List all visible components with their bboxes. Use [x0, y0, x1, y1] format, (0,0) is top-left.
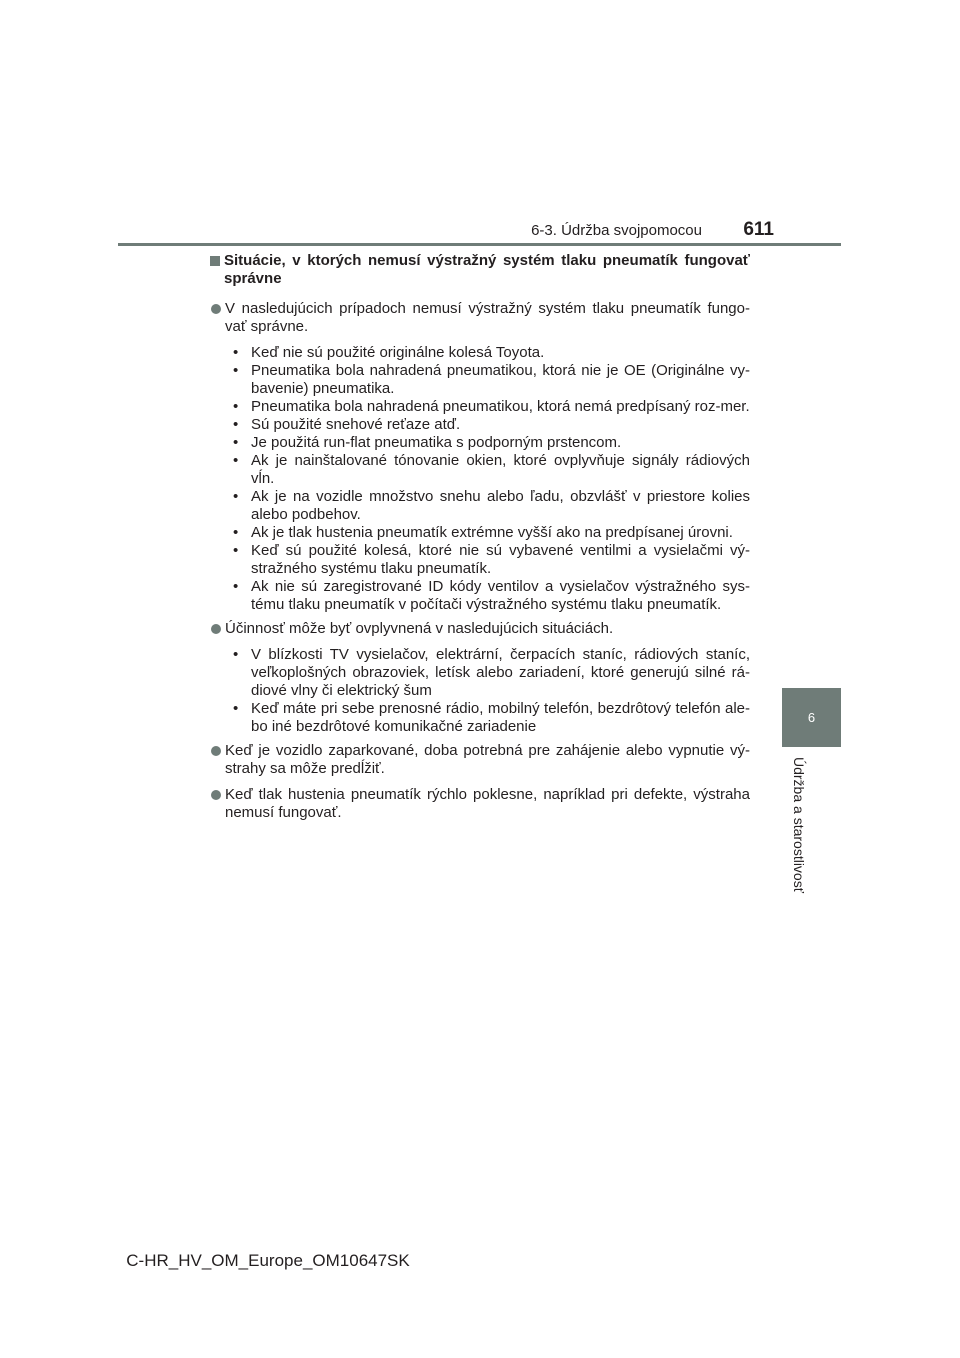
chapter-number: 6: [807, 710, 816, 725]
list-item: [210, 488, 750, 524]
list-item-text: Ak je na vozidle množstvo snehu alebo ľadu, obzvlášť v priestore kolies alebo podbehov.: [251, 488, 750, 523]
main-content: [210, 252, 750, 830]
list-item-text: Keď máte pri sebe prenosné rádio, mobilný telefón, bezdrôtový telefón ale-bo iné bezdrôtové komunikačné zariadenie: [251, 700, 750, 735]
dot-icon: •: [233, 344, 239, 361]
bullet-text: Účinnosť môže byť ovplyvnená v nasledujúcich situáciách.: [225, 620, 614, 637]
list-item: [210, 344, 750, 362]
chapter-label: Údržba a starostlivosť: [791, 757, 807, 893]
list-item: [210, 524, 750, 542]
bullet-item: [210, 620, 750, 638]
document-code: C-HR_HV_OM_Europe_OM10647SK: [126, 1251, 410, 1270]
list-item: [210, 700, 750, 736]
dot-icon: •: [233, 542, 239, 559]
section-heading: [210, 252, 750, 288]
list-item-text: Pneumatika bola nahradená pneumatikou, ktorá nie je OE (Originálne vy-bavenie) pneumatika.: [251, 362, 750, 397]
section-heading-text: Situácie, v ktorých nemusí výstražný systém tlaku pneumatík fungovať správne: [224, 252, 750, 287]
dot-icon: •: [233, 524, 239, 541]
list-item: [210, 578, 750, 614]
dot-icon: •: [233, 700, 239, 717]
circle-bullet-icon: [211, 624, 221, 634]
bullet-item: [210, 786, 750, 822]
bullet-text: Keď tlak hustenia pneumatík rýchlo poklesne, napríklad pri defekte, výstraha nemusí fungovať.: [225, 786, 750, 821]
list-item-text: Keď nie sú použité originálne kolesá Toyota.: [251, 344, 545, 361]
dot-icon: •: [233, 416, 239, 433]
circle-bullet-icon: [211, 304, 221, 314]
list-item: [210, 646, 750, 700]
list-item: [210, 416, 750, 434]
list-item-text: Sú použité snehové reťaze atď.: [251, 416, 461, 433]
section-title: 6-3. Údržba svojpomocou: [531, 222, 702, 239]
bullet-item: [210, 742, 750, 778]
circle-bullet-icon: [211, 746, 221, 756]
bullet-text: Keď je vozidlo zaparkované, doba potrebná pre zahájenie alebo vypnutie vý-strahy sa môže predĺžiť.: [225, 742, 750, 777]
list-item: [210, 542, 750, 578]
bullet-text: V nasledujúcich prípadoch nemusí výstražný systém tlaku pneumatík fungo-vať správne.: [225, 300, 750, 335]
list-item-text: V blízkosti TV vysielačov, elektrární, čerpacích staníc, rádiových staníc, veľkoplošných obrazoviek, letísk alebo zariadení, ktoré generujú silné rá-diové vlny či elektrický šum: [251, 646, 750, 699]
list-item-text: Je použitá run-flat pneumatika s podporným prstencom.: [251, 434, 622, 451]
dot-icon: •: [233, 488, 239, 505]
chapter-tab: [782, 688, 841, 747]
list-item: [210, 362, 750, 398]
list-item-text: Pneumatika bola nahradená pneumatikou, ktorá nemá predpísaný roz-mer.: [251, 398, 750, 415]
bullet-item: [210, 300, 750, 336]
dot-icon: •: [233, 398, 239, 415]
dot-icon: •: [233, 362, 239, 379]
page-header: [0, 0, 960, 250]
sub-list: [210, 344, 750, 614]
square-marker-icon: [210, 256, 220, 266]
list-item: [210, 434, 750, 452]
list-item-text: Ak je tlak hustenia pneumatík extrémne vyšší ako na predpísanej úrovni.: [251, 524, 733, 541]
dot-icon: •: [233, 452, 239, 469]
dot-icon: •: [233, 578, 239, 595]
page-number: 611: [743, 219, 774, 240]
sub-list: [210, 646, 750, 736]
dot-icon: •: [233, 646, 239, 663]
list-item: [210, 452, 750, 488]
list-item: [210, 398, 750, 416]
dot-icon: •: [233, 434, 239, 451]
circle-bullet-icon: [211, 790, 221, 800]
header-rule: [118, 243, 841, 246]
list-item-text: Keď sú použité kolesá, ktoré nie sú vybavené ventilmi a vysielačmi vý-stražného systému tlaku pneumatík.: [251, 542, 750, 577]
list-item-text: Ak nie sú zaregistrované ID kódy ventilov a vysielačov výstražného sys-tému tlaku pneumatík v počítači výstražného systému tlaku pneumatík.: [251, 578, 750, 613]
list-item-text: Ak je nainštalované tónovanie okien, ktoré ovplyvňuje signály rádiových vĺn.: [251, 452, 750, 487]
